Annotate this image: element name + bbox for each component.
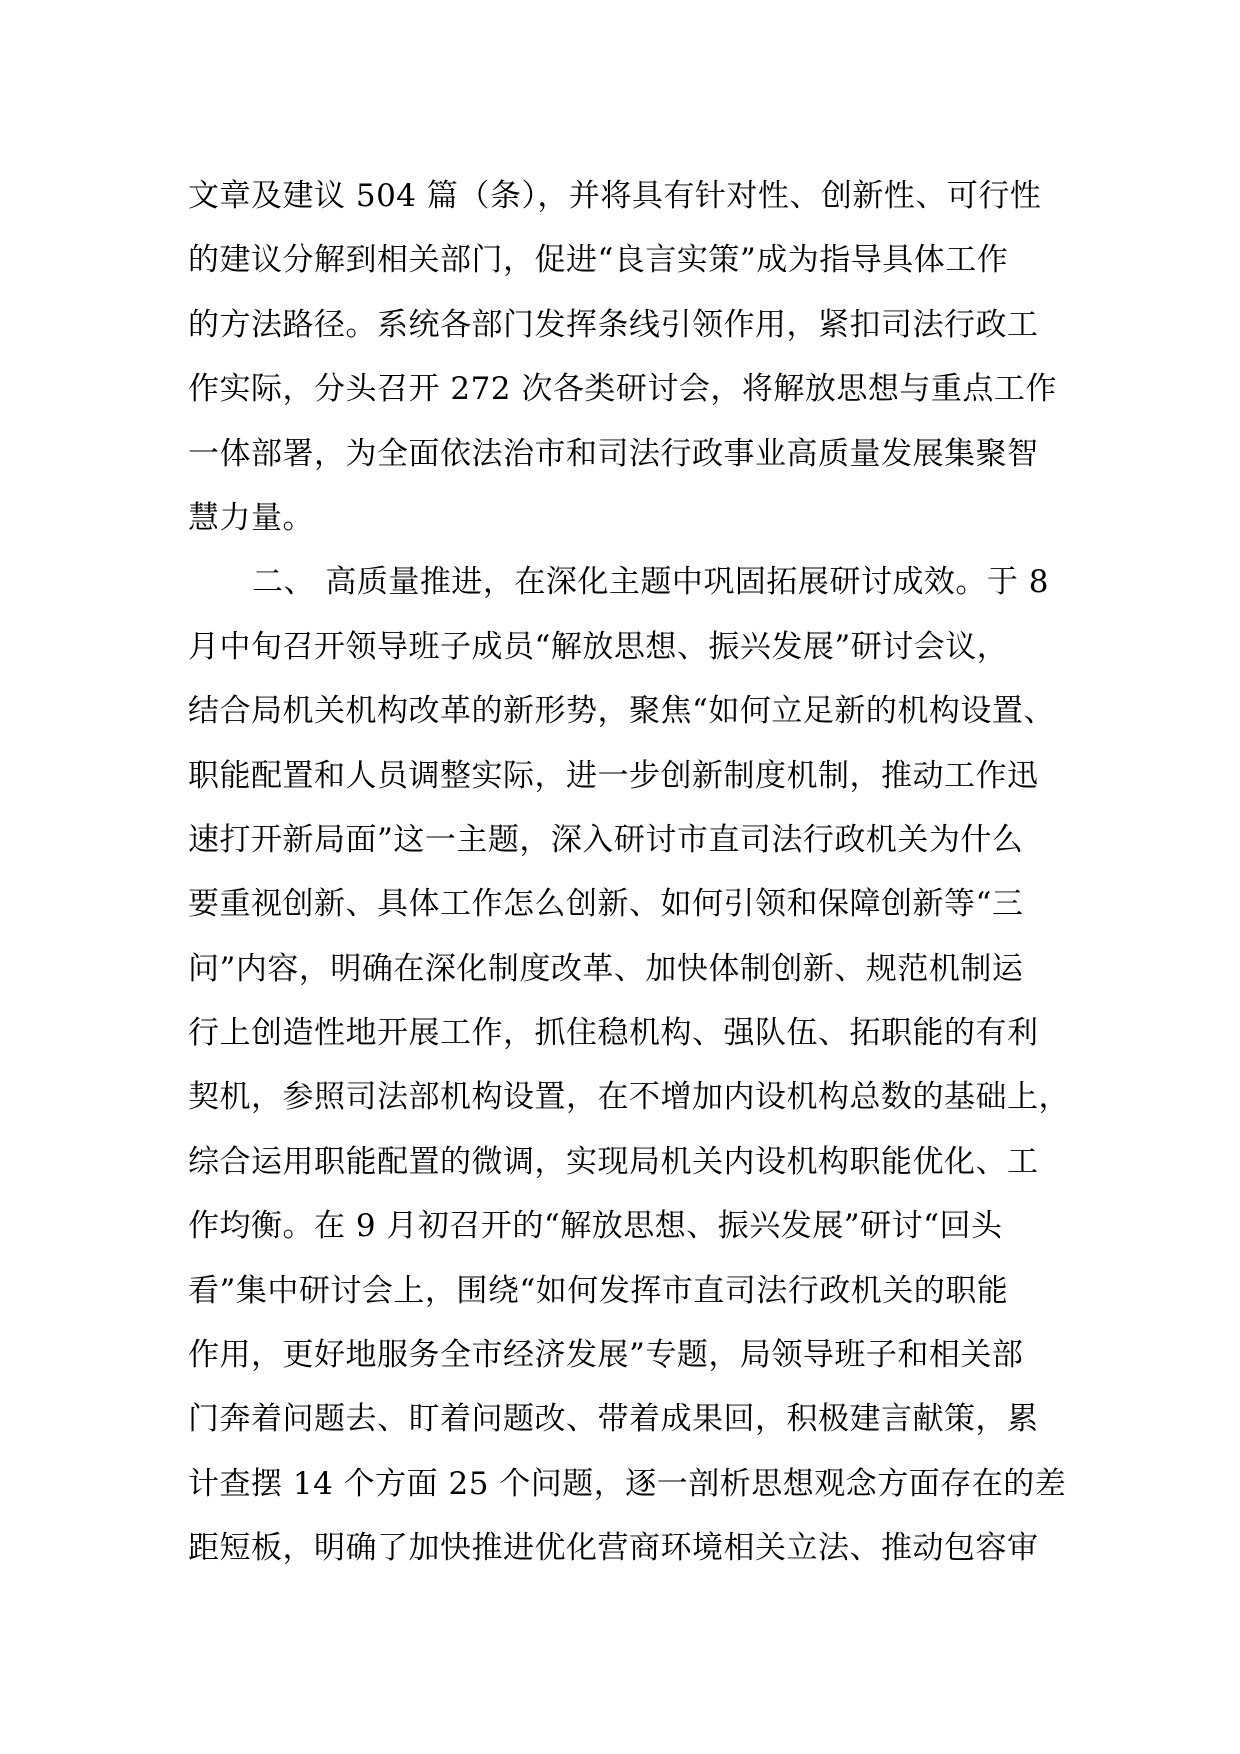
text-line: 职能配置和人员调整实际，进一步创新制度机制，推动工作迅	[188, 757, 1039, 794]
text-line: 看”集中研讨会上，围绕“如何发挥市直司法行政机关的职能	[188, 1272, 1009, 1309]
text-line: 问”内容，明确在深化制度改革、加快体制创新、规范机制运	[188, 950, 1024, 987]
text-line: 作均衡。在 9 月初召开的“解放思想、振兴发展”研讨“回头	[188, 1208, 1003, 1245]
text-line: 速打开新局面”这一主题，深入研讨市直司法行政机关为什么	[188, 821, 1024, 858]
text-line: 结合局机关机构改革的新形势，聚焦“如何立足新的机构设置、	[188, 693, 1055, 730]
text-line: 契机，参照司法部机构设置，在不增加内设机构总数的基础上，	[188, 1079, 1070, 1116]
text-line: 门奔着问题去、盯着问题改、带着成果回，积极建言献策，累	[188, 1401, 1039, 1438]
text-line: 的建议分解到相关部门，促进“良言实策”成为指导具体工作	[188, 242, 1009, 279]
text-line: 距短板，明确了加快推进优化营商环境相关立法、推动包容审	[188, 1530, 1039, 1567]
section-heading-line: 二、 高质量推进，在深化主题中巩固拓展研讨成效。于 8	[252, 564, 1049, 601]
text-line: 文章及建议 504 篇（条），并将具有针对性、创新性、可行性	[188, 178, 1042, 214]
text-line: 慧力量。	[188, 499, 314, 536]
text-line: 要重视创新、具体工作怎么创新、如何引领和保障创新等“三	[188, 886, 1024, 923]
text-line: 作用，更好地服务全市经济发展”专题，局领导班子和相关部	[188, 1337, 1024, 1374]
text-line: 行上创造性地开展工作，抓住稳机构、强队伍、拓职能的有利	[188, 1015, 1039, 1052]
text-line: 月中旬召开领导班子成员“解放思想、振兴发展”研讨会议，	[188, 628, 1009, 665]
text-line: 作实际，分头召开 272 次各类研讨会，将解放思想与重点工作	[188, 371, 1057, 408]
text-line: 综合运用职能配置的微调，实现局机关内设机构职能优化、工	[188, 1143, 1039, 1180]
text-line: 计查摆 14 个方面 25 个问题，逐一剖析思想观念方面存在的差	[188, 1465, 1067, 1502]
text-line: 一体部署，为全面依法治市和司法行政事业高质量发展集聚智	[188, 435, 1039, 472]
body-text	[188, 164, 1088, 1581]
text-line: 的方法路径。系统各部门发挥条线引领作用，紧扣司法行政工	[188, 306, 1039, 343]
